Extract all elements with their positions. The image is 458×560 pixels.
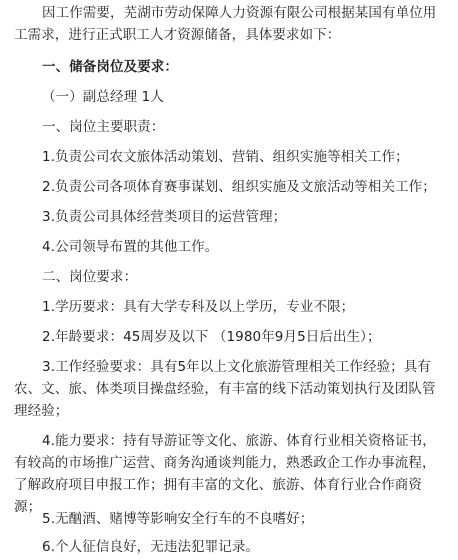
- requirement-item: 3.工作经验要求：具有5年以上文化旅游管理相关工作经验；具有农、文、旅、体类项目操盘经验，有丰富的线下活动策划执行及团队管理经验；: [14, 359, 436, 419]
- duty-item: 2.负责公司各项体育赛事谋划、组织实施及文旅活动等相关工作；: [42, 179, 436, 195]
- requirement-item: 1.学历要求：具有大学专科及以上学历，专业不限；: [42, 299, 355, 315]
- requirement-item: 2.年龄要求：45周岁及以下 （1980年9月5日后出生）；: [42, 329, 381, 345]
- requirement-item: 5.无酗酒、赌博等影响安全行车的不良嗜好；: [42, 511, 314, 527]
- duties-heading: 一、岗位主要职责：: [42, 119, 165, 135]
- requirement-item: 4.能力要求：持有导游证等文化、旅游、体育行业相关资格证书，有较高的市场推广运营、商务沟通谈判能力，熟悉政企工作办事流程，了解政府项目申报工作；拥有丰富的文化、旅游、体育行业合作商资源；: [14, 433, 436, 515]
- requirements-heading: 二、岗位要求：: [42, 269, 138, 285]
- requirement-item: 6.个人征信良好，无违法犯罪记录。: [42, 539, 260, 555]
- duty-item: 3.负责公司具体经营类项目的运营管理；: [42, 209, 287, 225]
- duty-item: 4.公司领导布置的其他工作。: [42, 239, 219, 255]
- intro-paragraph: 因工作需要，芜湖市劳动保障人力资源有限公司根据某国有单位用工需求，进行正式职工人才资源储备，具体要求如下：: [14, 5, 437, 43]
- section-title: 一、储备岗位及要求：: [42, 59, 178, 75]
- duty-item: 1.负责公司农文旅体活动策划、营销、组织实施等相关工作；: [42, 149, 409, 165]
- position-title: （一）副总经理 1人: [42, 89, 164, 105]
